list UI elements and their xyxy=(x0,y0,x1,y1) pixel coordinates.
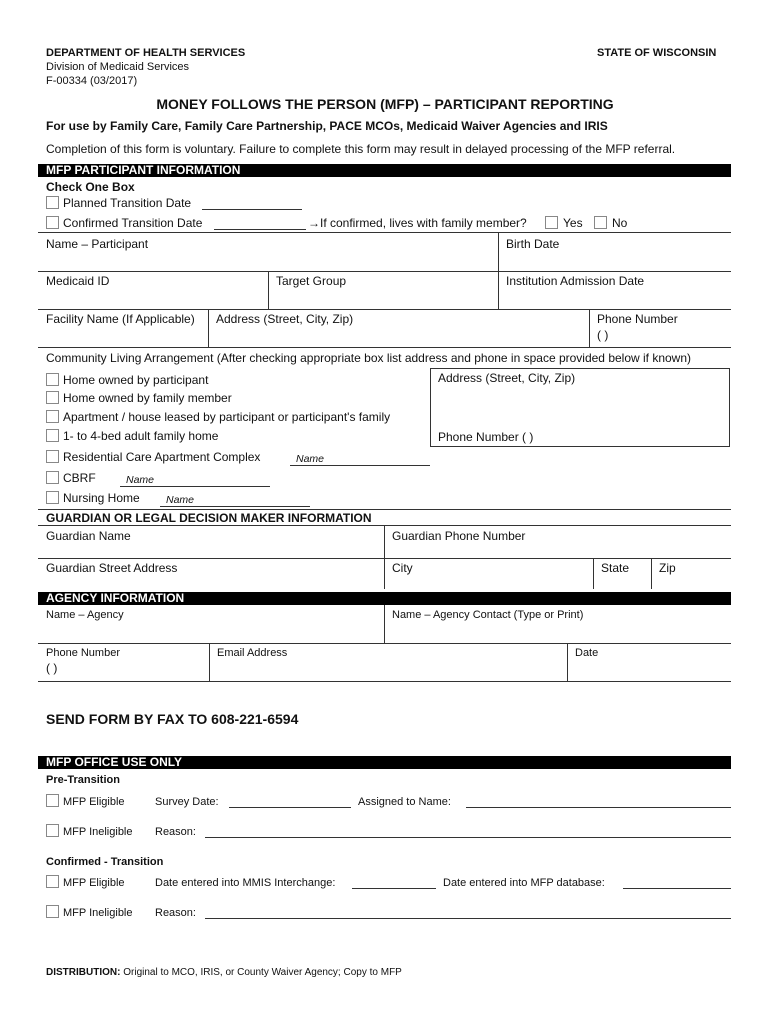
survey-date-line[interactable] xyxy=(229,807,351,808)
nursing-home-name-hint: Name xyxy=(166,494,195,506)
check-one-label: Check One Box xyxy=(46,180,135,194)
divider xyxy=(209,643,210,681)
mmis-date-line[interactable] xyxy=(352,888,436,889)
option-adult-family-home: 1- to 4-bed adult family home xyxy=(63,429,219,443)
pre-ineligible-label: MFP Ineligible xyxy=(63,826,133,838)
community-address-label: Address (Street, City, Zip) xyxy=(438,371,576,385)
mfp-db-date-line[interactable] xyxy=(623,888,731,889)
option-checkbox[interactable] xyxy=(46,373,59,386)
no-label: No xyxy=(612,216,628,230)
conf-reason-line[interactable] xyxy=(205,918,731,919)
facility-phone-field[interactable]: Phone Number xyxy=(597,312,678,326)
office-section-title: MFP OFFICE USE ONLY xyxy=(46,755,183,769)
agency-name-field[interactable]: Name – Agency xyxy=(46,609,124,621)
cbrf-name-hint: Name xyxy=(126,474,155,486)
divider xyxy=(38,309,731,310)
conf-eligible-checkbox[interactable] xyxy=(46,875,59,888)
lives-with-family-question: →If confirmed, lives with family member? xyxy=(308,216,527,230)
guardian-zip-field[interactable]: Zip xyxy=(659,561,676,575)
confirmed-date-line[interactable] xyxy=(214,229,306,230)
no-checkbox[interactable] xyxy=(594,216,607,229)
distribution-text: Original to MCO, IRIS, or County Waiver Agency; Copy to MFP xyxy=(123,967,402,978)
planned-transition-checkbox[interactable] xyxy=(46,196,59,209)
cbrf-name-line[interactable] xyxy=(120,486,270,487)
pre-reason-line[interactable] xyxy=(205,837,731,838)
option-apartment-leased: Apartment / house leased by participant or participant's family xyxy=(63,410,391,424)
option-checkbox[interactable] xyxy=(46,491,59,504)
confirmed-transition-checkbox[interactable] xyxy=(46,216,59,229)
pre-ineligible-checkbox[interactable] xyxy=(46,824,59,837)
form-number: F-00334 (03/2017) xyxy=(46,75,138,87)
divider xyxy=(38,271,731,272)
pre-eligible-checkbox[interactable] xyxy=(46,794,59,807)
agency-phone-paren: ( ) xyxy=(46,661,58,675)
option-checkbox[interactable] xyxy=(46,450,59,463)
form-title: MONEY FOLLOWS THE PERSON (MFP) – PARTICIPANT REPORTING xyxy=(156,96,614,112)
facility-name-field[interactable]: Facility Name (If Applicable) xyxy=(46,312,195,326)
agency-contact-field[interactable]: Name – Agency Contact (Type or Print) xyxy=(392,609,584,621)
divider xyxy=(38,681,731,682)
guardian-street-field[interactable]: Guardian Street Address xyxy=(46,561,178,575)
option-nursing-home: Nursing Home xyxy=(63,491,140,505)
assigned-name-line[interactable] xyxy=(466,807,731,808)
fax-instruction: SEND FORM BY FAX TO 608-221-6594 xyxy=(46,711,299,727)
medicaid-id-field[interactable]: Medicaid ID xyxy=(46,274,110,288)
agency-section-header xyxy=(38,592,731,605)
pre-reason-label: Reason: xyxy=(155,826,196,838)
form-subtitle: For use by Family Care, Family Care Partnership, PACE MCOs, Medicaid Waiver Agencies and IRIS xyxy=(46,119,608,133)
pre-transition-heading: Pre-Transition xyxy=(46,774,120,786)
assigned-name-label: Assigned to Name: xyxy=(358,796,451,808)
survey-date-label: Survey Date: xyxy=(155,796,219,808)
participant-name-field[interactable]: Name – Participant xyxy=(46,237,149,251)
office-section-header xyxy=(38,756,731,769)
nursing-home-name-line[interactable] xyxy=(160,506,310,507)
agency-email-field[interactable]: Email Address xyxy=(217,647,288,659)
divider xyxy=(384,605,385,643)
divider xyxy=(498,271,499,309)
agency-section-title: AGENCY INFORMATION xyxy=(46,591,185,605)
option-rcac: Residential Care Apartment Complex xyxy=(63,450,261,464)
target-group-field[interactable]: Target Group xyxy=(276,274,347,288)
rcac-name-line[interactable] xyxy=(290,465,430,466)
division-name: Division of Medicaid Services xyxy=(46,61,190,73)
option-home-owned-participant: Home owned by participant xyxy=(63,373,209,387)
conf-ineligible-checkbox[interactable] xyxy=(46,905,59,918)
guardian-phone-field[interactable]: Guardian Phone Number xyxy=(392,529,526,543)
divider xyxy=(38,232,731,233)
option-checkbox[interactable] xyxy=(46,471,59,484)
state-name: STATE OF WISCONSIN xyxy=(597,47,717,59)
conf-eligible-label: MFP Eligible xyxy=(63,877,125,889)
planned-transition-label: Planned Transition Date xyxy=(63,196,192,210)
facility-phone-paren: ( ) xyxy=(597,328,609,342)
option-checkbox[interactable] xyxy=(46,429,59,442)
confirmed-transition-label: Confirmed Transition Date xyxy=(63,216,203,230)
planned-date-line[interactable] xyxy=(202,209,302,210)
option-checkbox[interactable] xyxy=(46,410,59,423)
rcac-name-hint: Name xyxy=(296,453,325,465)
mmis-date-label: Date entered into MMIS Interchange: xyxy=(155,877,336,889)
guardian-city-field[interactable]: City xyxy=(392,561,413,575)
participant-section-header xyxy=(38,164,731,177)
distribution-note xyxy=(46,966,402,980)
option-home-owned-family: Home owned by family member xyxy=(63,391,232,405)
pre-eligible-label: MFP Eligible xyxy=(63,796,125,808)
divider xyxy=(651,558,652,589)
divider xyxy=(268,271,269,309)
divider xyxy=(498,232,499,271)
agency-date-field[interactable]: Date xyxy=(575,647,599,659)
mfp-db-date-label: Date entered into MFP database: xyxy=(443,877,605,889)
yes-checkbox[interactable] xyxy=(545,216,558,229)
yes-label: Yes xyxy=(563,216,583,230)
divider xyxy=(593,558,594,589)
community-phone-label: Phone Number ( ) xyxy=(438,430,534,444)
agency-phone-field[interactable]: Phone Number xyxy=(46,647,120,659)
conf-reason-label: Reason: xyxy=(155,907,196,919)
guardian-state-field[interactable]: State xyxy=(601,561,630,575)
divider xyxy=(384,525,385,589)
divider xyxy=(38,558,731,559)
divider xyxy=(589,309,590,347)
voluntary-notice: Completion of this form is voluntary. Failure to complete this form may result in delayed processing of the MFP referral. xyxy=(46,142,676,156)
birth-date-field[interactable]: Birth Date xyxy=(506,237,560,251)
conf-ineligible-label: MFP Ineligible xyxy=(63,907,133,919)
department-name: DEPARTMENT OF HEALTH SERVICES xyxy=(46,47,246,59)
community-living-heading: Community Living Arrangement (After checking appropriate box list address and phone in space provided below if known) xyxy=(46,351,692,365)
option-cbrf: CBRF xyxy=(63,471,96,485)
facility-address-field[interactable]: Address (Street, City, Zip) xyxy=(216,312,354,326)
divider xyxy=(38,347,731,348)
distribution-label: DISTRIBUTION: xyxy=(46,967,121,978)
divider xyxy=(208,309,209,347)
guardian-section-title: GUARDIAN OR LEGAL DECISION MAKER INFORMATION xyxy=(46,511,372,525)
divider xyxy=(567,643,568,681)
divider xyxy=(38,643,731,644)
divider xyxy=(38,509,731,510)
option-checkbox[interactable] xyxy=(46,391,59,404)
participant-section-title: MFP PARTICIPANT INFORMATION xyxy=(46,163,241,177)
guardian-name-field[interactable]: Guardian Name xyxy=(46,529,131,543)
confirmed-transition-heading: Confirmed - Transition xyxy=(46,856,164,868)
admission-date-field[interactable]: Institution Admission Date xyxy=(506,274,645,288)
